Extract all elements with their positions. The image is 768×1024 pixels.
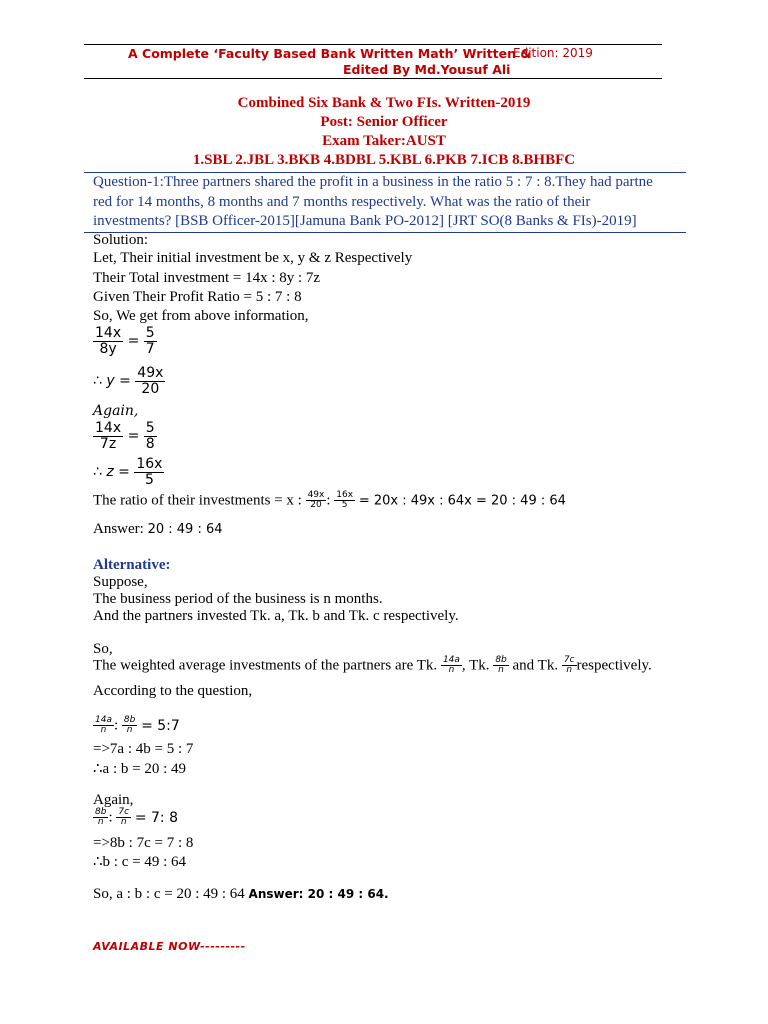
- alt-eq2-line2: =>8b : 7c = 7 : 8: [93, 835, 194, 851]
- equation-2: ∴ y = $\frac{49x}{20}$: [93, 365, 164, 397]
- exam-taker: Exam Taker:AUST: [322, 133, 446, 149]
- equation-4: ∴ z = $\frac{16x}{5}$: [93, 456, 163, 488]
- alt-eq1-line3: ∴a : b = 20 : 49: [93, 761, 186, 777]
- question-line1: Question-1:Three partners shared the profit in a business in the ratio 5 : 7 : 8.They had partne: [93, 174, 653, 190]
- ratio-line: The ratio of their investments = x : $\frac{49x}{20}$ : $\frac{16x}{5}$ = 20x : 49x : 64x = 20 : 49 : 64: [93, 490, 566, 511]
- solution-heading: Solution:: [93, 232, 149, 248]
- according-line: According to the question,: [93, 683, 253, 699]
- header-edition: Edition: 2019: [513, 46, 593, 60]
- alternative-heading: Alternative:: [93, 557, 171, 573]
- alternative-line3: And the partners invested Tk. a, Tk. b and Tk. c respectively.: [93, 608, 459, 624]
- header-line1: A Complete ‘Faculty Based Bank Written Math’ Written &: [128, 46, 532, 61]
- solution-line2: Their Total investment = 14x : 8y : 7z: [93, 270, 321, 286]
- question-bottom-rule: [84, 232, 686, 233]
- equation-3: $\frac{14x}{7z}$ = $\frac{5}{8}$: [95, 420, 155, 452]
- solution-line1: Let, Their initial investment be x, y & z Respectively: [93, 250, 413, 266]
- header-bottom-rule: [84, 78, 662, 79]
- header-line2: Edited By Md.Yousuf Ali: [343, 62, 511, 77]
- alternative-line1: Suppose,: [93, 574, 148, 590]
- header-top-rule: [84, 44, 662, 45]
- alt-equation-1: $\frac{14a}{n}$ : $\frac{8b}{n}$ = 5:7: [95, 715, 180, 736]
- alt-equation-2: $\frac{8b}{n}$ : $\frac{7c}{n}$ = 7: 8: [95, 807, 178, 828]
- alt-eq1-line2: =>7a : 4b = 5 : 7: [93, 741, 194, 757]
- equation-1: $\frac{14x}{8y}$ = $\frac{5}{7}$: [95, 325, 155, 357]
- bank-list: 1.SBL 2.JBL 3.BKB 4.BDBL 5.KBL 6.PKB 7.ICB 8.BHBFC: [192, 152, 576, 168]
- weighted-line: The weighted average investments of the partners are Tk. $\frac{14a}{n}$ , Tk. $\frac{8b}{n}$ and Tk. $\frac{7c}{n}$ respectively.: [93, 655, 652, 676]
- question-line2: red for 14 months, 8 months and 7 months respectively. What was the ratio of their: [93, 194, 591, 210]
- alt-again: Again,: [93, 792, 134, 808]
- answer-line: Answer: 20 : 49 : 64: [93, 521, 223, 537]
- alt-eq2-line3: ∴b : c = 49 : 64: [93, 854, 186, 870]
- question-top-rule: [84, 172, 686, 173]
- question-line3: investments? [BSB Officer-2015][Jamuna Bank PO-2012] [JRT SO(8 Banks & FIs)-2019]: [93, 213, 637, 229]
- alternative-so: So,: [93, 641, 113, 657]
- alternative-line2: The business period of the business is n months.: [93, 591, 383, 607]
- final-line: So, a : b : c = 20 : 49 : 64 Answer: 20 : 49 : 64.: [93, 886, 389, 902]
- solution-line4: So, We get from above information,: [93, 308, 309, 324]
- post-title: Post: Senior Officer: [320, 114, 448, 130]
- exam-title: Combined Six Bank & Two FIs. Written-2019: [237, 95, 531, 111]
- again-label: Again,: [93, 403, 139, 419]
- available-now-footer: AVAILABLE NOW---------: [93, 940, 246, 953]
- solution-line3: Given Their Profit Ratio = 5 : 7 : 8: [93, 289, 302, 305]
